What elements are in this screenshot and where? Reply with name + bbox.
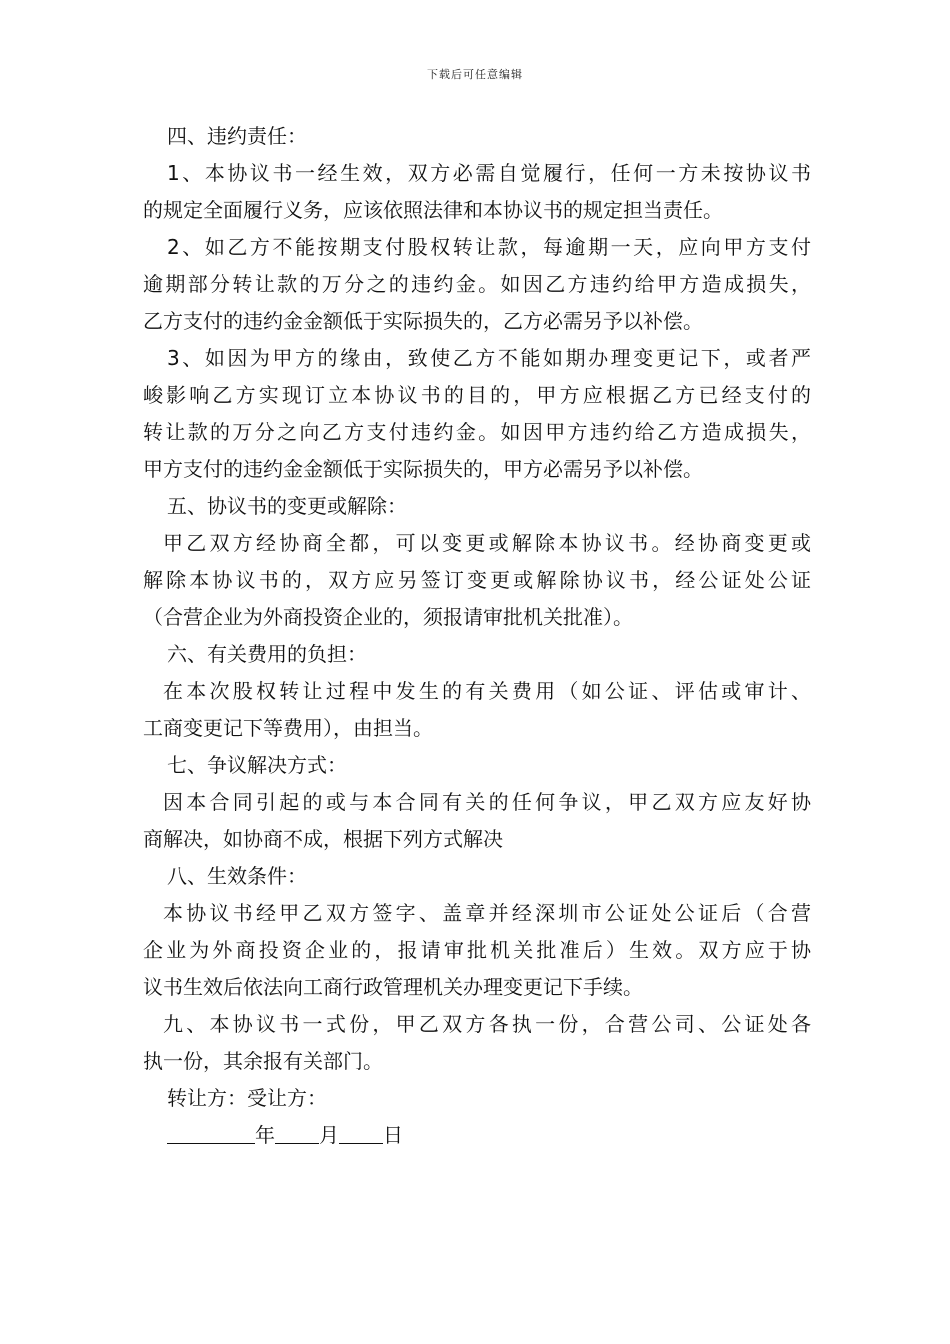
day-blank — [339, 1119, 383, 1144]
clause-text-line: 因本合同引起的或与本合同有关的任何争议，甲乙双方应友好协 — [163, 790, 811, 814]
section-heading-dispute: 七、争议解决方式： — [167, 753, 347, 777]
clause-text-line: 3、如因为甲方的缘由，致使乙方不能如期办理变更记下，或者严 — [167, 346, 811, 370]
clause-text-line: 在本次股权转让过程中发生的有关费用（如公证、评估或审计、 — [163, 679, 811, 703]
section-heading-effectiveness: 八、生效条件： — [167, 864, 307, 888]
clause-text-line: 九、本协议书一式份，甲乙双方各执一份，合营公司、公证处各 — [163, 1012, 811, 1036]
page-header-note: 下载后可任意编辑 — [427, 68, 523, 81]
section-heading-amendment: 五、协议书的变更或解除： — [167, 494, 407, 518]
section-heading-breach: 四、违约责任： — [167, 124, 307, 148]
year-label: 年 — [255, 1123, 275, 1147]
clause-text-line: 工商变更记下等费用），由担当。 — [143, 716, 433, 740]
clause-text-line: 逾期部分转让款的万分之的违约金。如因乙方违约给甲方造成损失， — [143, 272, 811, 296]
clause-text-line: 峻影响乙方实现订立本协议书的目的，甲方应根据乙方已经支付的 — [143, 383, 811, 407]
clause-text-line: 商解决，如协商不成，根据下列方式解决 — [143, 827, 503, 851]
month-blank — [275, 1119, 319, 1144]
clause-text-line: 解除本协议书的，双方应另签订变更或解除协议书，经公证处公证 — [143, 568, 811, 592]
clause-text-line: 乙方支付的违约金金额低于实际损失的，乙方必需另予以补偿。 — [143, 309, 703, 333]
clause-text-line: 企业为外商投资企业的，报请审批机关批准后）生效。双方应于协 — [143, 938, 811, 962]
clause-text-line: 本协议书经甲乙双方签字、盖章并经深圳市公证处公证后（合营 — [163, 901, 811, 925]
signature-parties: 转让方：受让方： — [167, 1086, 327, 1110]
clause-text-line: 甲乙双方经协商全都，可以变更或解除本协议书。经协商变更或 — [163, 531, 811, 555]
clause-text-line: 执一份，其余报有关部门。 — [143, 1049, 383, 1073]
clause-text-line: 议书生效后依法向工商行政管理机关办理变更记下手续。 — [143, 975, 643, 999]
clause-text-line: 的规定全面履行义务，应该依照法律和本协议书的规定担当责任。 — [143, 198, 723, 222]
clause-text-line: 转让款的万分之向乙方支付违约金。如因甲方违约给乙方造成损失， — [143, 420, 811, 444]
clause-text-line: 甲方支付的违约金金额低于实际损失的，甲方必需另予以补偿。 — [143, 457, 703, 481]
year-blank — [167, 1119, 255, 1144]
clause-text-line: 1、本协议书一经生效，双方必需自觉履行，任何一方未按协议书 — [167, 161, 811, 185]
clause-text-line: 2、如乙方不能按期支付股权转让款，每逾期一天，应向甲方支付 — [167, 235, 811, 259]
document-body — [143, 118, 811, 1154]
day-label: 日 — [383, 1123, 403, 1147]
clause-text-line: （合营企业为外商投资企业的，须报请审批机关批准）。 — [143, 605, 633, 629]
month-label: 月 — [319, 1123, 339, 1147]
signature-date-line — [143, 1117, 811, 1154]
section-heading-fees: 六、有关费用的负担： — [167, 642, 367, 666]
